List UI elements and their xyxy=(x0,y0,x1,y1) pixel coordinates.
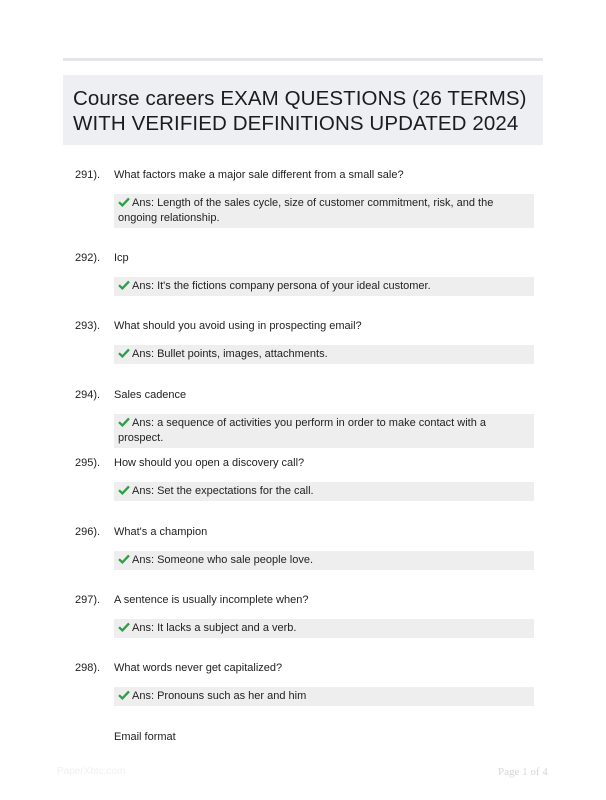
answer-text: Ans: Pronouns such as her and him xyxy=(132,690,307,702)
question-number: 293). xyxy=(75,320,101,332)
answer-box xyxy=(114,551,534,570)
answer-box xyxy=(114,414,534,448)
question-number: 296). xyxy=(75,526,101,538)
answer-text: Ans: It lacks a subject and a verb. xyxy=(132,622,297,634)
answer-text: Ans: Length of the sales cycle, size of customer commitment, risk, and the ongoing relationship. xyxy=(118,197,494,224)
question-text: What's a champion xyxy=(114,526,208,538)
question-number: 298). xyxy=(75,662,101,674)
checkmark-icon xyxy=(118,417,130,427)
answer-box xyxy=(114,619,534,638)
answer-box xyxy=(114,687,534,706)
title-line-2: WITH VERIFIED DEFINITIONS UPDATED 2024 xyxy=(73,112,519,135)
answer-text: Ans: It's the fictions company persona of your ideal customer. xyxy=(132,280,431,292)
answer-text: Ans: Someone who sale people love. xyxy=(132,554,314,566)
question-number: 294). xyxy=(75,389,101,401)
question-text: What words never get capitalized? xyxy=(114,662,283,674)
document-title xyxy=(73,86,533,136)
question-number: 291). xyxy=(75,169,101,181)
checkmark-icon xyxy=(118,485,130,495)
checkmark-icon xyxy=(118,622,130,632)
answer-text: Ans: Set the expectations for the call. xyxy=(132,485,314,497)
trailing-question-text: Email format xyxy=(114,731,176,743)
question-text: What should you avoid using in prospecting email? xyxy=(114,320,362,332)
title-banner xyxy=(63,75,543,145)
checkmark-icon xyxy=(118,280,130,290)
answer-box xyxy=(114,194,534,228)
question-text: Sales cadence xyxy=(114,389,187,401)
answer-box xyxy=(114,482,534,501)
question-text: What factors make a major sale different from a small sale? xyxy=(114,169,404,181)
question-number: 297). xyxy=(75,594,101,606)
question-text: Icp xyxy=(114,252,129,264)
checkmark-icon xyxy=(118,690,130,700)
answer-box xyxy=(114,345,534,364)
answer-text: Ans: a sequence of activities you perform in order to make contact with a prospect. xyxy=(118,417,487,444)
top-divider xyxy=(63,58,543,61)
checkmark-icon xyxy=(118,348,130,358)
question-text: How should you open a discovery call? xyxy=(114,457,305,469)
question-number: 292). xyxy=(75,252,101,264)
title-line-1: Course careers EXAM QUESTIONS (26 TERMS) xyxy=(73,87,527,110)
question-number: 295). xyxy=(75,457,101,469)
question-text: A sentence is usually incomplete when? xyxy=(114,594,309,606)
footer-page-number: Page 1 of 4 xyxy=(498,766,548,778)
answer-box xyxy=(114,277,534,296)
checkmark-icon xyxy=(118,554,130,564)
checkmark-icon xyxy=(118,197,130,207)
answer-text: Ans: Bullet points, images, attachments. xyxy=(132,348,328,360)
footer-site-watermark: PaperXbtc.com xyxy=(57,766,126,777)
